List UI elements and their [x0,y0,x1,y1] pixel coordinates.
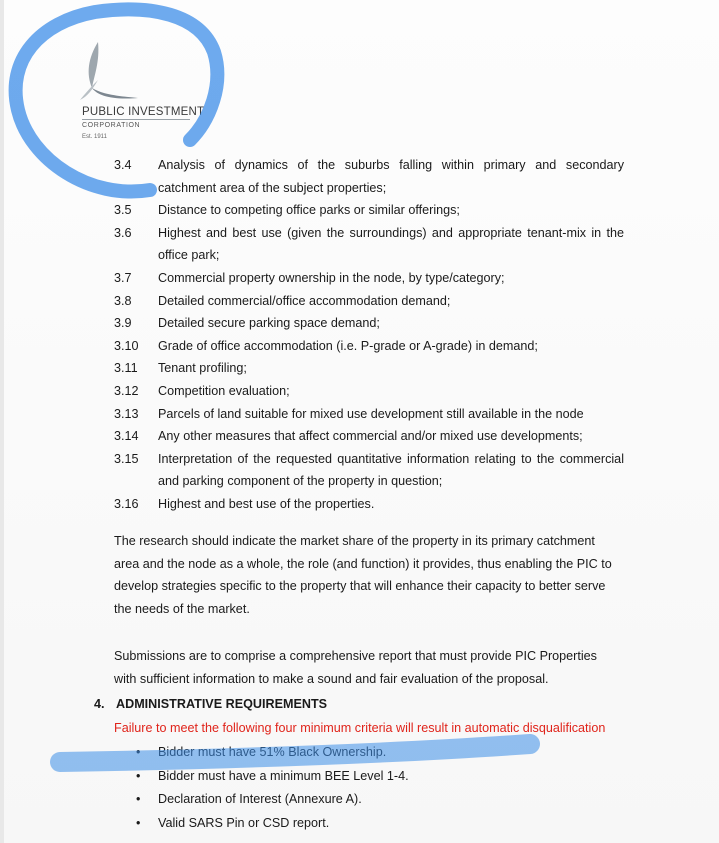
item-number: 3.9 [114,316,132,331]
item-number: 3.4 [114,158,132,172]
list-item [114,448,624,493]
item-number: 3.5 [114,203,132,218]
list-item [114,312,624,335]
section-number: 4. [94,697,105,711]
item-text: Any other measures that affect commercial and/or mixed use developments; [158,429,583,444]
pic-logo [78,40,228,150]
item-number: 3.12 [114,383,139,398]
bullet-icon: • [136,815,141,830]
requirement-text: Valid SARS Pin or CSD report. [158,815,330,830]
bullet-icon: • [136,792,141,806]
item-number: 3.10 [114,338,139,353]
logo-wordmark: PUBLIC INVESTMENT [82,106,205,118]
section-title: ADMINISTRATIVE REQUIREMENTS [116,697,328,711]
item-number: 3.14 [114,429,139,444]
item-number: 3.6 [114,225,132,240]
requirement-text: Bidder must have 51% Black Ownership. [158,745,387,759]
logo-established: Est. 1911 [82,134,107,140]
item-number: 3.8 [114,293,132,308]
item-number: 3.11 [114,361,138,376]
logo-subtitle: CORPORATION [82,122,141,129]
item-text: Detailed secure parking space demand; [158,316,380,331]
item-number: 3.16 [114,496,139,511]
list-item [114,357,624,380]
item-text: Interpretation of the requested quantitative information relating to the commercial and parking component of the property in question; [158,451,624,489]
item-text: Commercial property ownership in the node, by type/category; [158,270,505,285]
item-text: Highest and best use (given the surroundings) and appropriate tenant-mix in the office park; [158,225,624,263]
list-item [136,765,409,789]
item-number: 3.13 [114,406,139,421]
item-number: 3.7 [114,270,132,285]
list-item [136,788,409,812]
list-item [136,812,409,836]
requirement-text: Bidder must have a minimum BEE Level 1-4. [158,768,409,783]
research-paragraph: The research should indicate the market share of the property in its primary catchment area and the node as a whole, the role (and function) it provides, thus enabling the PIC to develop strategies specific to the property that will enhance their capacity to better serve the needs of the market. [114,534,612,616]
list-item [114,425,624,448]
pic-swoosh-icon [78,40,228,110]
page-edge-shadow [0,0,4,843]
bullet-icon: • [136,745,141,759]
submissions-paragraph: Submissions are to comprise a comprehensive report that must provide PIC Properties with sufficient information to make a sound and fair evaluation of the proposal. [114,649,597,686]
disqualification-warning: Failure to meet the following four minimum criteria will result in automatic disqualification [114,721,606,735]
item-number: 3.15 [114,451,139,466]
bullet-icon: • [136,768,141,783]
requirements-list [136,741,409,835]
item-text: Highest and best use of the properties. [158,496,375,511]
list-item [114,199,624,222]
item-text: Distance to competing office parks or similar offerings; [158,203,460,218]
list-item [114,403,624,426]
list-item [114,493,624,516]
item-text: Parcels of land suitable for mixed use development still available in the node [158,406,584,421]
list-item [114,290,624,313]
list-item [114,267,624,290]
list-item [114,154,624,199]
item-text: Tenant profiling; [158,361,247,376]
list-item [136,741,409,765]
item-text: Grade of office accommodation (i.e. P-grade or A-grade) in demand; [158,338,538,353]
list-item [114,380,624,403]
item-text: Detailed commercial/office accommodation demand; [158,293,451,308]
requirement-text: Declaration of Interest (Annexure A). [158,792,362,806]
list-item [114,335,624,358]
criteria-list [114,154,624,516]
item-text: Competition evaluation; [158,383,290,398]
item-text: Analysis of dynamics of the suburbs falling within primary and secondary catchment area of the subject properties; [158,158,624,195]
list-item [114,222,624,267]
section-heading [94,697,327,711]
logo-divider [82,119,190,120]
